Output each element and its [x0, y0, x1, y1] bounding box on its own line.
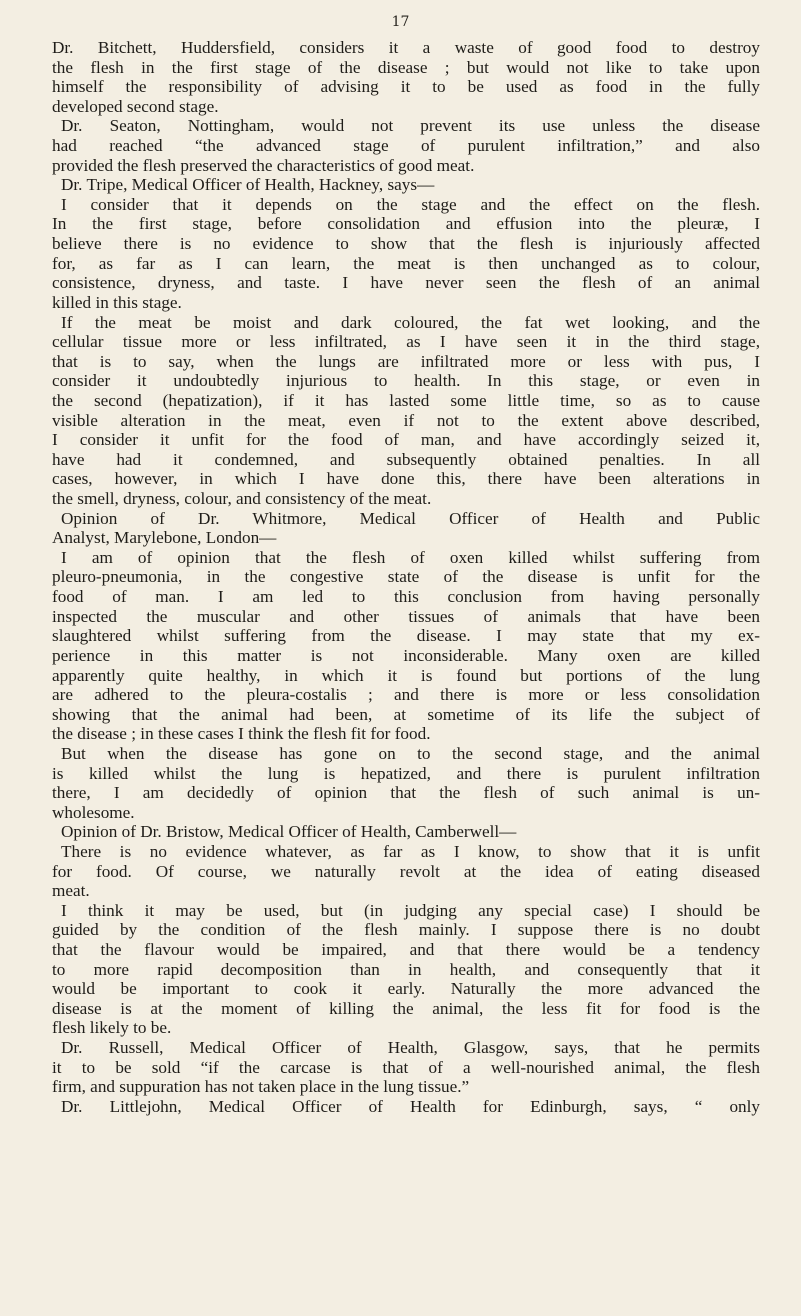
text-line: I consider that it depends on the stage and the effect on the flesh. — [61, 194, 760, 214]
text-line: I think it may be used, but (in judging any special case) I should be — [61, 900, 760, 920]
text-line: I am of opinion that the flesh of oxen killed whilst suffering from — [61, 547, 760, 567]
text-line: But when the disease has gone on to the second stage, and the animal — [61, 743, 760, 763]
text-line: meat. — [52, 881, 90, 901]
text-line: There is no evidence whatever, as far as I know, to show that it is unfit — [61, 841, 760, 861]
text-line: killed in this stage. — [52, 292, 182, 312]
text-line: pleuro-pneumonia, in the congestive state of the disease is unfit for the — [52, 567, 760, 587]
text-line: the disease ; in these cases I think the flesh fit for food. — [52, 724, 431, 744]
text-line: that the flavour would be impaired, and that there would be a tendency — [52, 940, 760, 960]
text-line: there, I am decidedly of opinion that the flesh of such animal is un- — [52, 783, 760, 803]
text-line: consistence, dryness, and taste. I have never seen the flesh of an animal — [52, 273, 760, 293]
text-line: cases, however, in which I have done this, there have been alterations in — [52, 469, 760, 489]
text-line: flesh likely to be. — [52, 1018, 172, 1038]
text-line: for food. Of course, we naturally revolt at the idea of eating diseased — [52, 861, 760, 881]
text-line: himself the responsibility of advising it to be used as food in the fully — [52, 77, 760, 97]
text-line: provided the flesh preserved the characteristics of good meat. — [52, 155, 475, 175]
text-line: Dr. Seaton, Nottingham, would not prevent its use unless the disease — [61, 116, 760, 136]
text-line: In the first stage, before consolidation and effusion into the pleuræ, I — [52, 214, 760, 234]
text-line: If the meat be moist and dark coloured, the fat wet looking, and the — [61, 312, 760, 332]
text-line: inspected the muscular and other tissues of animals that have been — [52, 606, 760, 626]
page-number: 17 — [391, 14, 410, 30]
text-line: visible alteration in the meat, even if not to the extent above described, — [52, 410, 760, 430]
text-line: slaughtered whilst suffering from the disease. I may state that my ex- — [52, 626, 760, 646]
text-line: have had it condemned, and subsequently obtained penalties. In all — [52, 449, 760, 469]
text-line: showing that the animal had been, at sometime of its life the subject of — [52, 704, 760, 724]
text-line: Opinion of Dr. Bristow, Medical Officer of Health, Camberwell— — [61, 822, 517, 842]
text-line: Dr. Littlejohn, Medical Officer of Health for Edinburgh, says, “ only — [61, 1096, 760, 1116]
text-line: disease is at the moment of killing the animal, the less fit for food is the — [52, 998, 760, 1018]
text-line: the flesh in the first stage of the disease ; but would not like to take upon — [52, 57, 760, 77]
text-line: believe there is no evidence to show that the flesh is injuriously affected — [52, 234, 760, 254]
text-line: wholesome. — [52, 802, 135, 822]
text-line: cellular tissue more or less infiltrated, as I have seen it in the third stage, — [52, 332, 760, 352]
text-line: it to be sold “if the carcase is that of a well-nourished animal, the flesh — [52, 1057, 760, 1077]
text-line: apparently quite healthy, in which it is found but portions of the lung — [52, 665, 760, 685]
text-line: to more rapid decomposition than in health, and consequently that it — [52, 959, 760, 979]
text-line: perience in this matter is not inconsiderable. Many oxen are killed — [52, 645, 760, 665]
text-line: Dr. Russell, Medical Officer of Health, Glasgow, says, that he permits — [61, 1038, 760, 1058]
text-line: I consider it unfit for the food of man, and have accordingly seized it, — [52, 430, 760, 450]
text-line: guided by the condition of the flesh mainly. I suppose there is no doubt — [52, 920, 760, 940]
body-text — [52, 38, 760, 1117]
text-line: Dr. Tripe, Medical Officer of Health, Hackney, says— — [61, 175, 435, 195]
text-line: the second (hepatization), if it has lasted some little time, so as to cause — [52, 390, 760, 410]
text-line: developed second stage. — [52, 96, 219, 116]
text-line: the smell, dryness, colour, and consistency of the meat. — [52, 489, 432, 509]
text-line: is killed whilst the lung is hepatized, and there is purulent infiltration — [52, 763, 760, 783]
text-line: Analyst, Marylebone, London— — [52, 528, 277, 548]
text-line: are adhered to the pleura-costalis ; and there is more or less consolidation — [52, 685, 760, 705]
text-line: Opinion of Dr. Whitmore, Medical Officer of Health and Public — [61, 508, 760, 528]
text-line: would be important to cook it early. Naturally the more advanced the — [52, 979, 760, 999]
text-line: consider it undoubtedly injurious to health. In this stage, or even in — [52, 371, 760, 391]
text-line: firm, and suppuration has not taken place in the lung tissue.” — [52, 1077, 470, 1097]
text-line: had reached “the advanced stage of purulent infiltration,” and also — [52, 136, 760, 156]
text-line: Dr. Bitchett, Huddersfield, considers it a waste of good food to destroy — [52, 38, 760, 57]
text-line: for, as far as I can learn, the meat is then unchanged as to colour, — [52, 253, 760, 273]
text-line: that is to say, when the lungs are infiltrated more or less with pus, I — [52, 351, 760, 371]
text-line: food of man. I am led to this conclusion from having personally — [52, 587, 760, 607]
